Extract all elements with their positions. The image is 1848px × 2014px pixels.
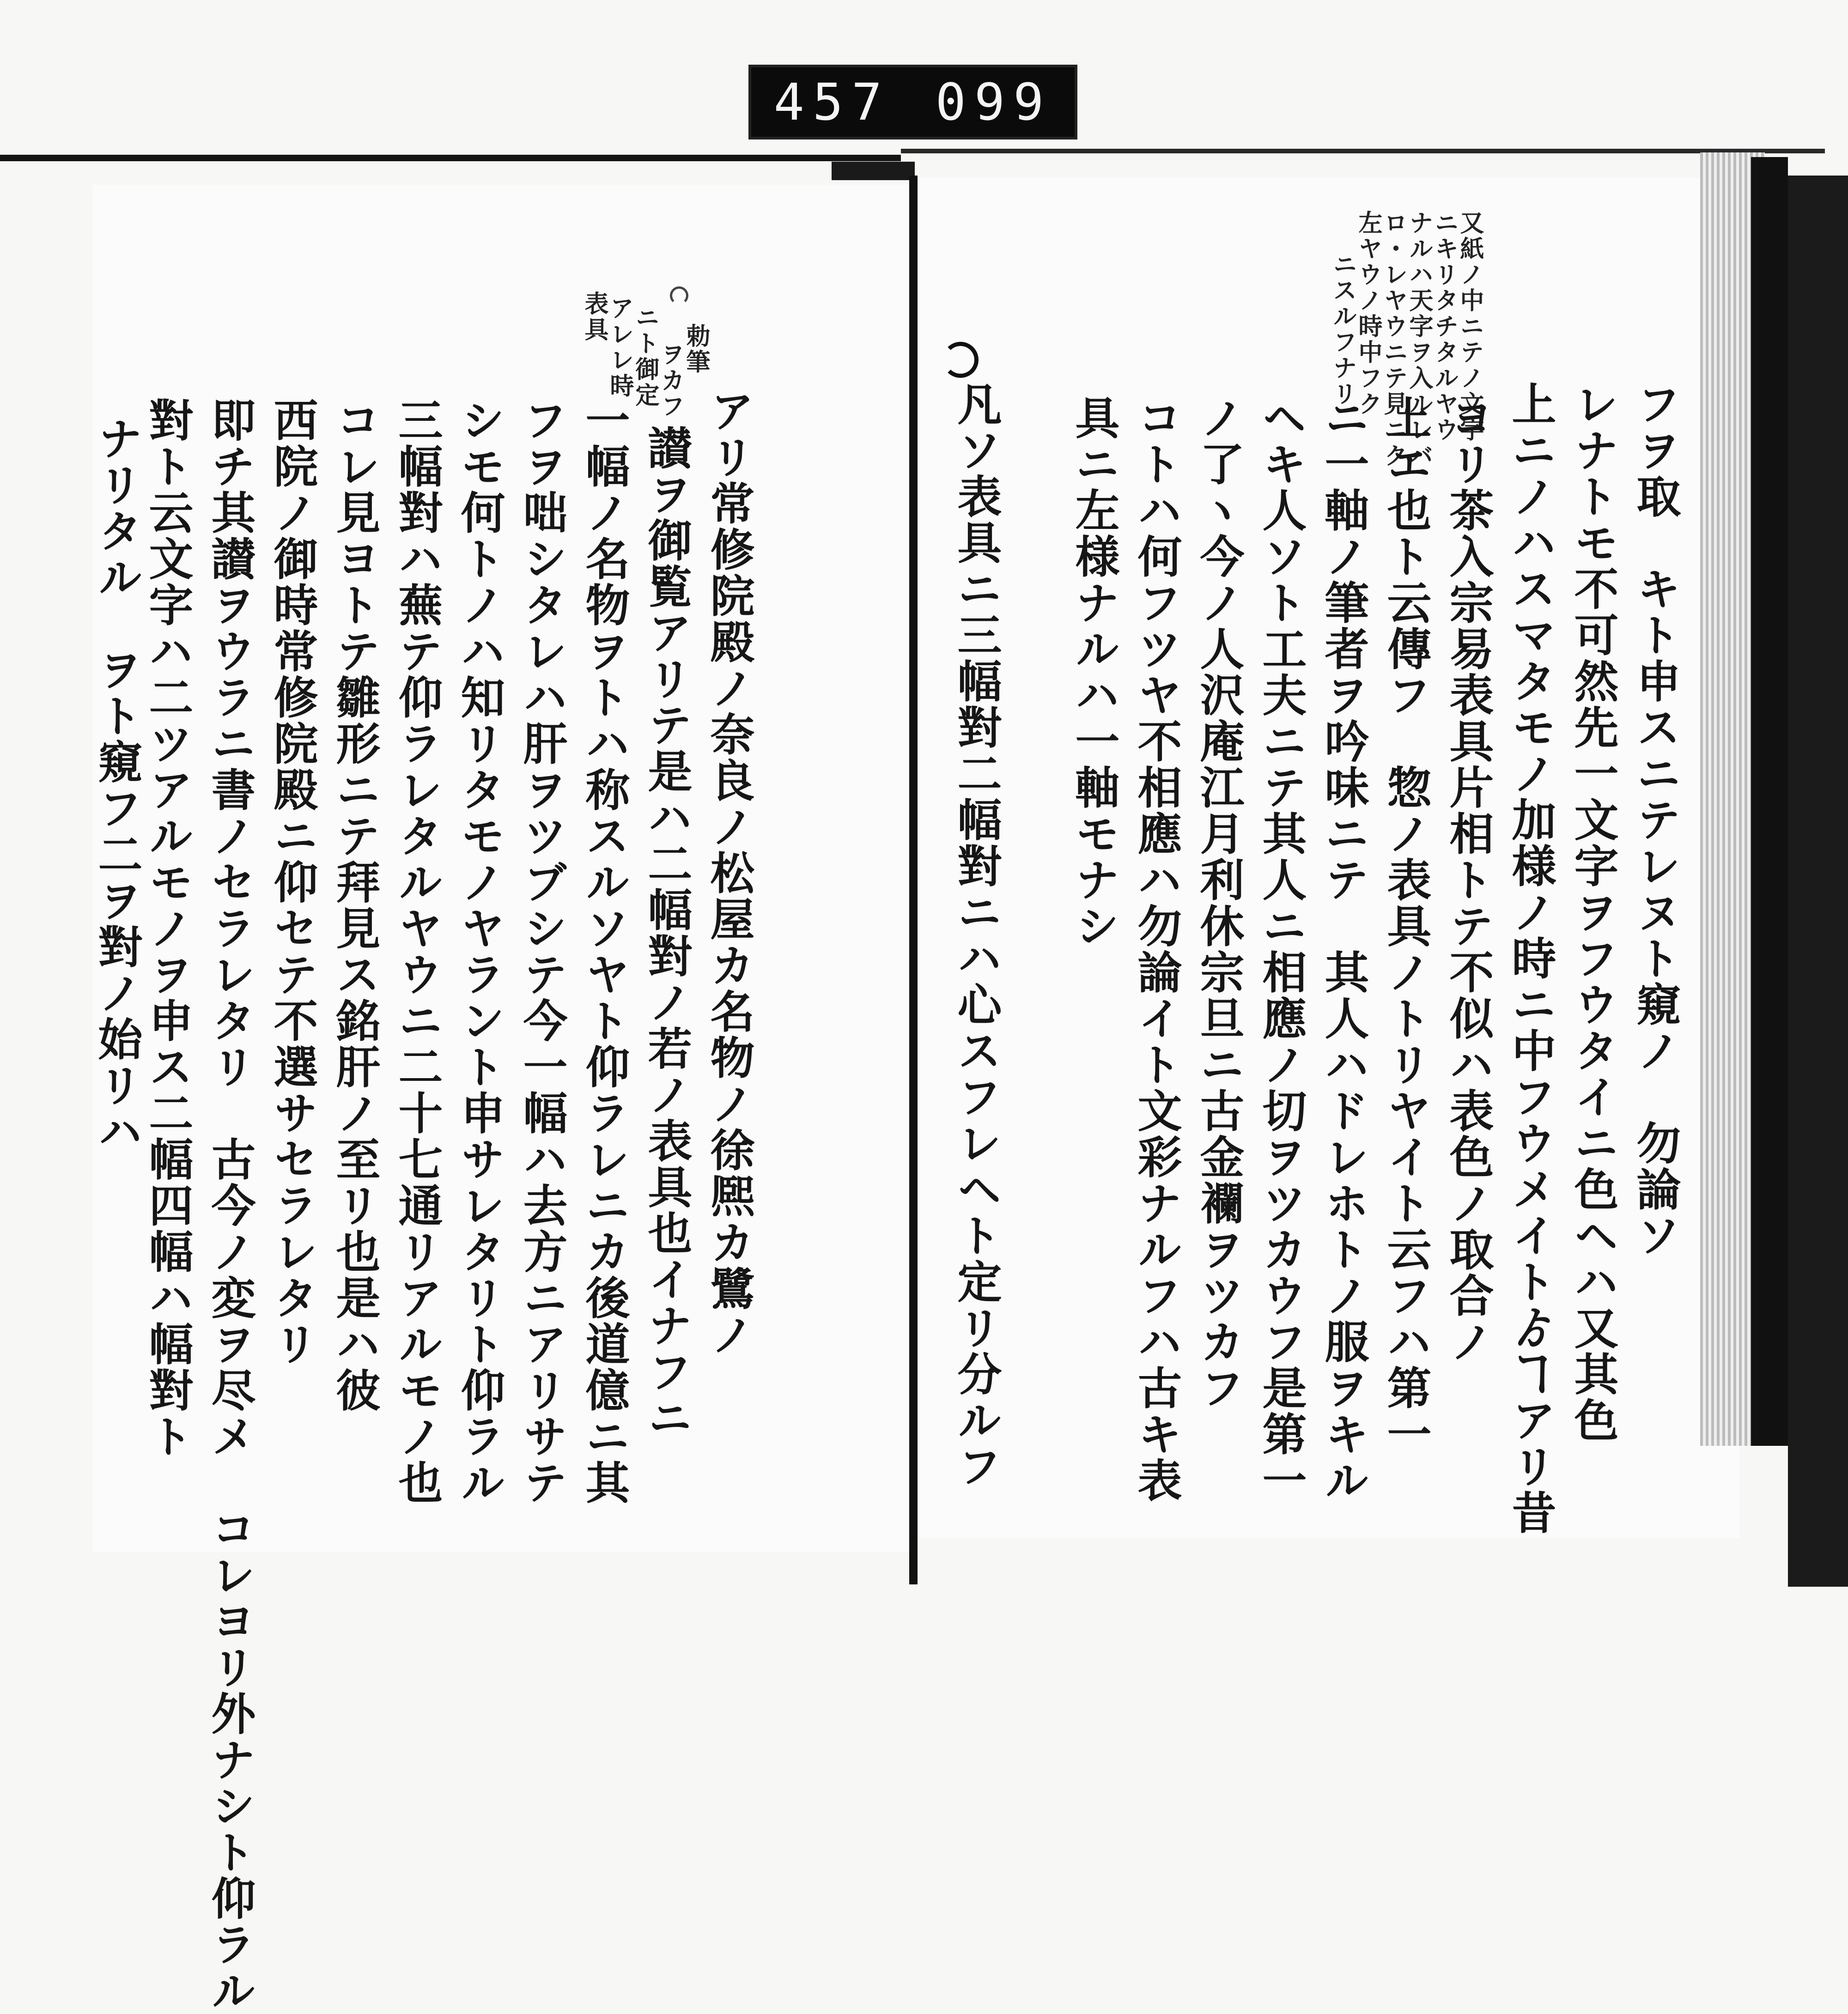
left-text-line-9: 即チ其讃ヲウラニ書ノセラレタリ 古今ノ変ヲ尽メ コレヨリ外ナシト仰ラル: [204, 397, 256, 2014]
left-margin-note-5: 表具: [580, 291, 608, 343]
book-top-edge: [0, 155, 901, 161]
left-text-line-3: 一幅ノ名物ヲトハ称スルソヤト仰ラレニカ後道億ニ其: [578, 397, 631, 1506]
left-text-line-8: 西院ノ御時常修院殿ニ仰セテ不選サセラレタリ: [267, 397, 319, 1367]
right-text-line-6: ニ一軸ノ筆者ヲ吟味ニテ 其人ハドレホトノ服ヲキル: [1318, 395, 1370, 1504]
left-text-line-6: 三幅對ハ蕪テ仰ラレタルヤウニ二十七通リアルモノ也: [391, 397, 444, 1506]
right-margin-note-2: ニキリタチタルヤウ: [1430, 210, 1459, 443]
right-text-line-7: ヘキ人ソト工夫ニテ其人ニ相應ノ切ヲツカウフ是第一: [1255, 395, 1307, 1504]
right-text-line-8: ノ了ヽ今ノ人沢庵江月利休宗旦ニ古金襴ヲツカフ: [1193, 395, 1245, 1411]
right-page: [912, 178, 1739, 1538]
right-text-line-9: コトハ何フツヤ不相應ハ勿論イト文彩ナルフハ古キ表: [1131, 395, 1183, 1504]
circle-mark-icon: [942, 342, 979, 378]
left-text-line-5: シモ何トノハ知リタモノヤラント申サレタリト仰ラル: [454, 397, 506, 1506]
left-page: [91, 185, 915, 2014]
frame-number: 099: [935, 73, 1052, 132]
left-margin-note-1: 勅筆: [682, 323, 710, 375]
right-text-line-3: 上ニノハスマタモノ加様ノ時ニ中フウメイトゟヿアリ昔: [1505, 381, 1557, 1536]
left-margin-note-4: アレレ時: [606, 296, 634, 399]
left-margin-note-3: ニト御定: [631, 305, 659, 408]
right-text-line-10: 具ニ左様ナルハ一軸モナシ: [1068, 395, 1120, 949]
right-text-line-2: レナトモ不可然先一文字ヲフウタイニ色ヘハ又其色: [1567, 381, 1619, 1444]
book-spine: [1751, 157, 1788, 1446]
right-margin-note-6: ニスルフナリ: [1329, 252, 1357, 407]
left-text-line-10: 對ト云文字ハ二ツアルモノヲ申ス二幅四幅ハ幅對ト: [142, 397, 194, 1460]
right-text-line-11: 凡ソ表具ニ三幅對二幅對ニハ心スフレヘト定リ分ルフ: [950, 381, 1003, 1490]
gutter-clip: [832, 162, 915, 180]
right-text-line-5: 上エ也ト云傳フ 惣ノ表具ノトリヤイト云フハ第一: [1380, 395, 1432, 1457]
book-gutter: [909, 176, 918, 1584]
left-margin-note-2: ヲカフ: [657, 342, 685, 419]
microfilm-frame-label: [748, 65, 1077, 140]
left-text-line-4: フヲ咄シタレハ肝ヲツブシテ今一幅ハ去方ニアリサテ: [516, 397, 568, 1506]
right-margin-note-1: 又紙ノ中ニテノ文字: [1456, 210, 1484, 443]
left-text-line-11: ナリタル ヲト窺フ二ヲ對ノ始リハ: [91, 416, 143, 1155]
right-text-line-4: ヨリ茶入宗易表具片相トテ不似ハ表色ノ取合ノ: [1442, 395, 1495, 1365]
reel-number: 457: [773, 73, 891, 132]
small-circle-mark-icon: [670, 286, 688, 305]
left-text-line-2: 讃ヲ御覧アリテ是ハ二幅對ノ若ノ表具也イナフニ: [641, 425, 693, 1441]
right-margin-note-5: 左ヤウノ時中フク: [1354, 210, 1382, 417]
right-margin-note-4: ロ・レヤウニテ見ニク: [1380, 210, 1408, 469]
left-text-line-1: アリ常修院殿ノ奈良ノ松屋カ名物ノ徐熈カ鷺ノ: [703, 388, 755, 1358]
book-top-edge-right: [901, 149, 1825, 153]
cover-shadow: [1788, 176, 1848, 1587]
right-margin-note-3: ナルハ天字ヲ入ルレバ: [1405, 210, 1433, 469]
left-text-line-7: コレ見ヨトテ雛形ニテ拜見ス銘肝ノ至リ也是ハ彼: [329, 397, 381, 1413]
right-text-line-1: フヲ取 キト申スニテレヌト窺ノ 勿論ソ: [1629, 381, 1682, 1259]
